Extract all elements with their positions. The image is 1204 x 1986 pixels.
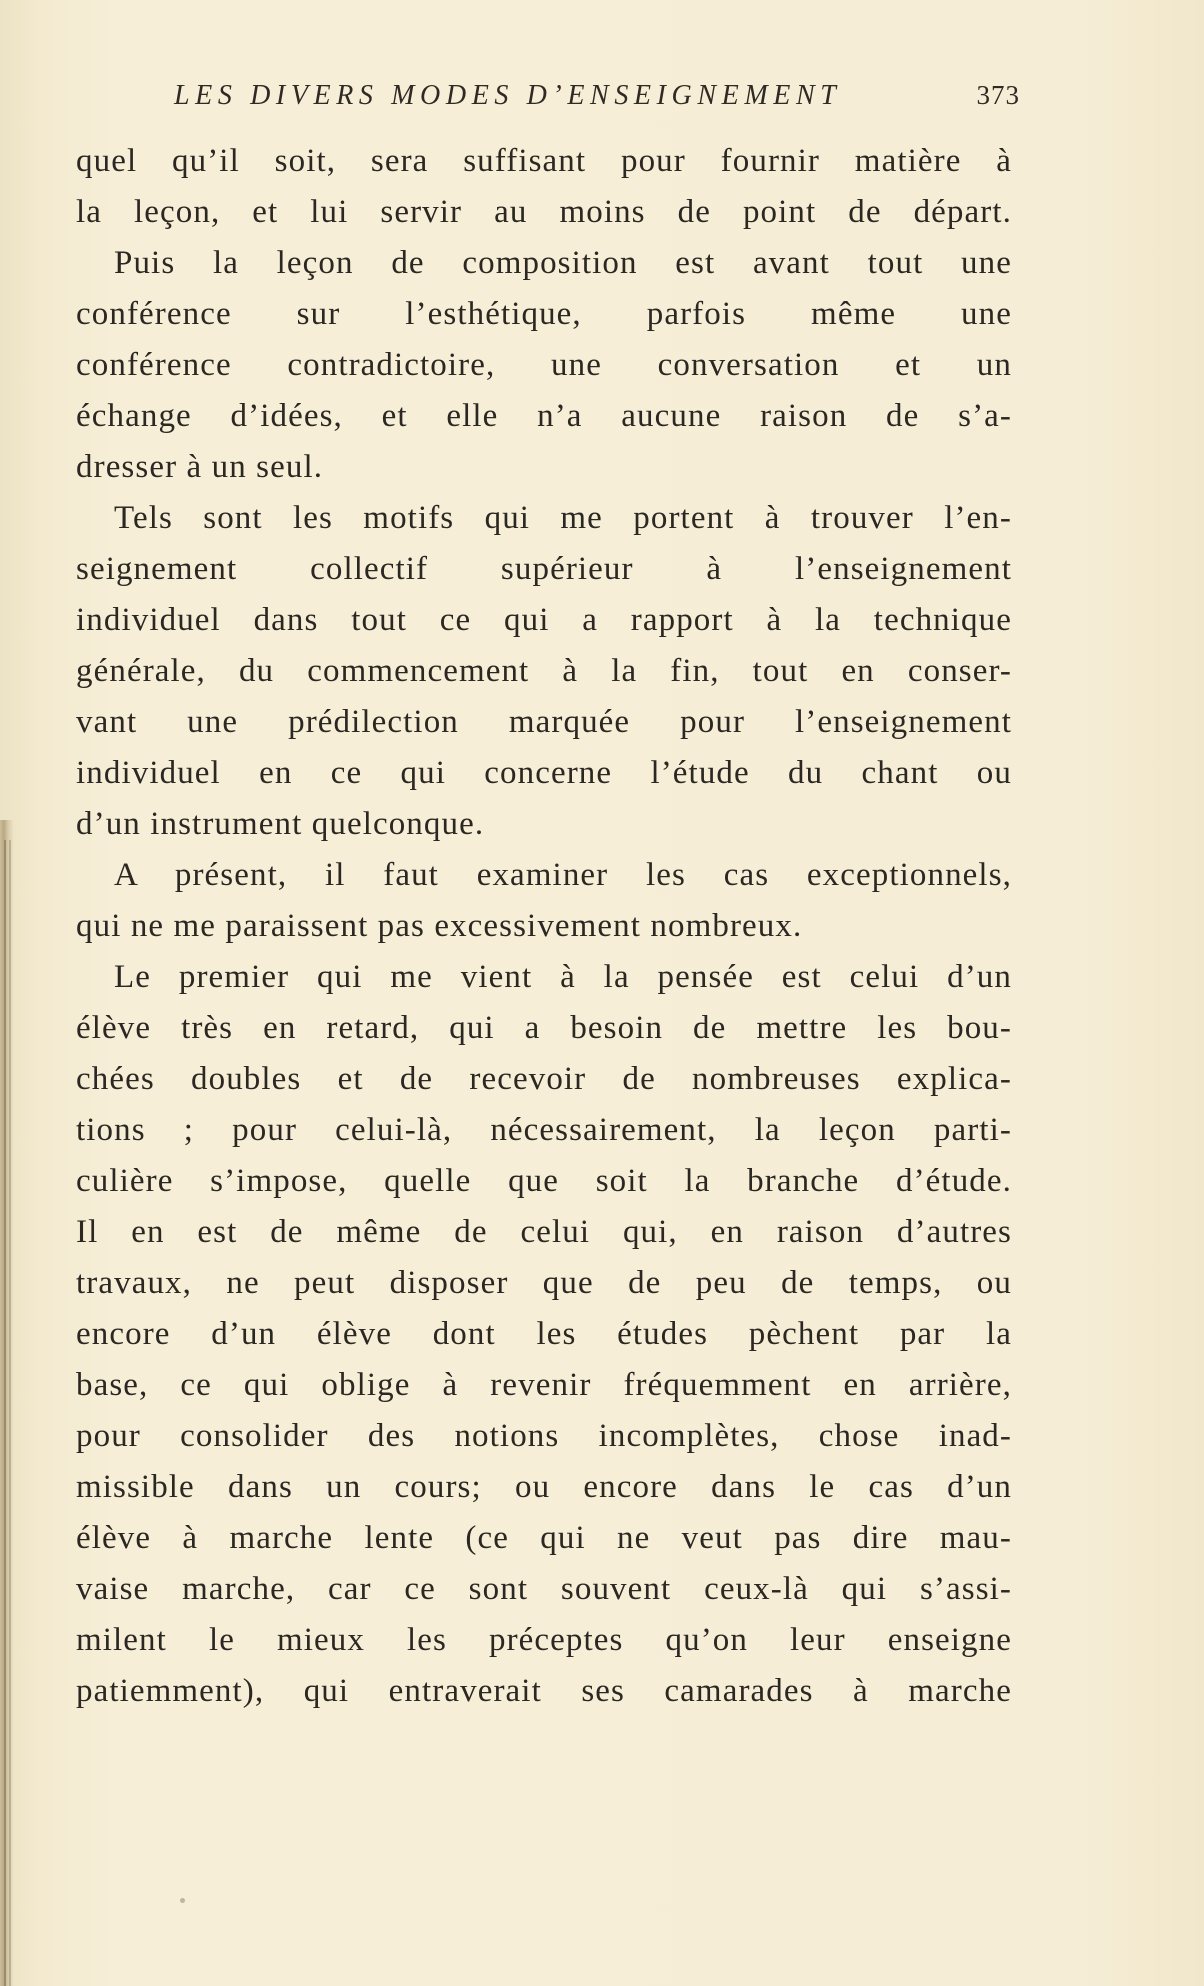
- text-line: dresser à un seul.: [76, 449, 324, 485]
- text-line: encore d’un élève dont les études pèchent par la: [76, 1316, 1012, 1352]
- body-text: [76, 136, 1012, 1717]
- text-line: missible dans un cours; ou encore dans le cas d’un: [76, 1469, 1012, 1505]
- text-line: seignement collectif supérieur à l’enseignement: [76, 551, 1012, 587]
- text-line: vant une prédilection marquée pour l’enseignement: [76, 704, 1012, 740]
- text-line: chées doubles et de recevoir de nombreuses explica-: [76, 1061, 1012, 1097]
- text-line: patiemment), qui entraverait ses camarades à marche: [76, 1673, 1012, 1709]
- text-line: la leçon, et lui servir au moins de point de départ.: [76, 194, 1012, 230]
- paper-speck: [180, 1898, 185, 1903]
- binding-shadow-line: [9, 840, 11, 1986]
- text-line: tions ; pour celui-là, nécessairement, la leçon parti-: [76, 1112, 1012, 1148]
- text-line: individuel dans tout ce qui a rapport à la technique: [76, 602, 1012, 638]
- text-line: individuel en ce qui concerne l’étude du chant ou: [76, 755, 1012, 791]
- text-line: base, ce qui oblige à revenir fréquemment en arrière,: [76, 1367, 1012, 1403]
- text-line: A présent, il faut examiner les cas exceptionnels,: [114, 857, 1012, 893]
- binding-shadow-line: [4, 840, 6, 1986]
- page-number: 373: [976, 80, 1020, 110]
- page-binding-edge: [0, 820, 14, 1986]
- text-line: échange d’idées, et elle n’a aucune raison de s’a-: [76, 398, 1012, 434]
- text-line: élève très en retard, qui a besoin de mettre les bou-: [76, 1010, 1012, 1046]
- text-line: milent le mieux les préceptes qu’on leur enseigne: [76, 1622, 1012, 1658]
- text-line: Tels sont les motifs qui me portent à trouver l’en-: [114, 500, 1012, 536]
- text-line: Il en est de même de celui qui, en raison d’autres: [76, 1214, 1012, 1250]
- text-line: quel qu’il soit, sera suffisant pour fournir matière à: [76, 143, 1012, 179]
- text-line: travaux, ne peut disposer que de peu de temps, ou: [76, 1265, 1012, 1301]
- text-line: conférence contradictoire, une conversation et un: [76, 347, 1012, 383]
- text-line: pour consolider des notions incomplètes, chose inad-: [76, 1418, 1012, 1454]
- text-line: vaise marche, car ce sont souvent ceux-là qui s’assi-: [76, 1571, 1012, 1607]
- running-title: LES DIVERS MODES D’ENSEIGNEMENT: [174, 80, 842, 111]
- running-head: [76, 76, 1020, 116]
- text-line: qui ne me paraissent pas excessivement nombreux.: [76, 908, 803, 944]
- text-line: culière s’impose, quelle que soit la branche d’étude.: [76, 1163, 1012, 1199]
- text-line: conférence sur l’esthétique, parfois même une: [76, 296, 1012, 332]
- text-line: générale, du commencement à la fin, tout en conser-: [76, 653, 1012, 689]
- text-line: Puis la leçon de composition est avant tout une: [114, 245, 1012, 281]
- text-line: élève à marche lente (ce qui ne veut pas dire mau-: [76, 1520, 1012, 1556]
- text-line: Le premier qui me vient à la pensée est celui d’un: [114, 959, 1012, 995]
- text-line: d’un instrument quelconque.: [76, 806, 485, 842]
